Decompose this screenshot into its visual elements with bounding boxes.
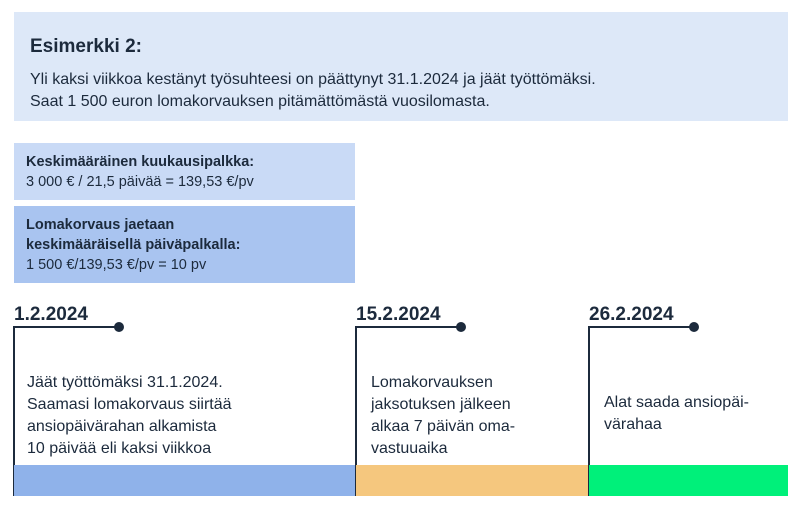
example-box — [14, 12, 788, 121]
description-line: Alat saada ansiopäi- — [604, 394, 749, 411]
timeline-description — [27, 372, 232, 460]
description-line: vastuuaika — [371, 440, 448, 457]
timeline-dot — [689, 322, 699, 332]
description-line: Jäät työttömäksi 31.1.2024. — [27, 374, 223, 391]
salary-label: Keskimääräinen kuukausipalkka: — [26, 154, 255, 170]
timeline-dot — [456, 322, 466, 332]
timeline-date: 15.2.2024 — [356, 304, 441, 325]
timeline-period-bar — [14, 465, 356, 496]
timeline-connector — [589, 326, 694, 328]
salary-calculation-box — [14, 143, 355, 200]
division-formula: 1 500 €/139,53 €/pv = 10 pv — [26, 257, 207, 273]
division-label-line-1: Lomakorvaus jaetaan — [26, 217, 175, 233]
example-line-2: Saat 1 500 euron lomakorvauksen pitämättömästä vuosilomasta. — [30, 93, 490, 110]
timeline-connector — [356, 326, 461, 328]
timeline-dot — [114, 322, 124, 332]
description-line: ansiopäivärahan alkamista — [27, 418, 217, 435]
timeline-date: 26.2.2024 — [589, 304, 674, 325]
timeline-period-bar — [356, 465, 589, 496]
timeline-connector — [14, 326, 119, 328]
timeline-date: 1.2.2024 — [14, 304, 88, 325]
timeline-description — [604, 392, 749, 436]
description-line: Lomakorvauksen — [371, 374, 493, 391]
description-line: värahaa — [604, 416, 662, 433]
description-line: alkaa 7 päivän oma- — [371, 418, 516, 435]
description-line: 10 päivää eli kaksi viikkoa — [27, 440, 212, 457]
example-title: Esimerkki 2: — [30, 36, 142, 57]
example-line-1: Yli kaksi viikkoa kestänyt työsuhteesi on päättynyt 31.1.2024 ja jäät työttömäksi. — [30, 71, 596, 88]
timeline-period-bar — [589, 465, 788, 496]
salary-formula: 3 000 € / 21,5 päivää = 139,53 €/pv — [26, 174, 254, 190]
description-line: jaksotuksen jälkeen — [371, 396, 511, 413]
description-line: Saamasi lomakorvaus siirtää — [27, 396, 232, 413]
division-label-line-2: keskimääräisellä päiväpalkalla: — [26, 237, 241, 253]
division-calculation-box — [14, 206, 355, 283]
timeline-description — [371, 372, 515, 460]
